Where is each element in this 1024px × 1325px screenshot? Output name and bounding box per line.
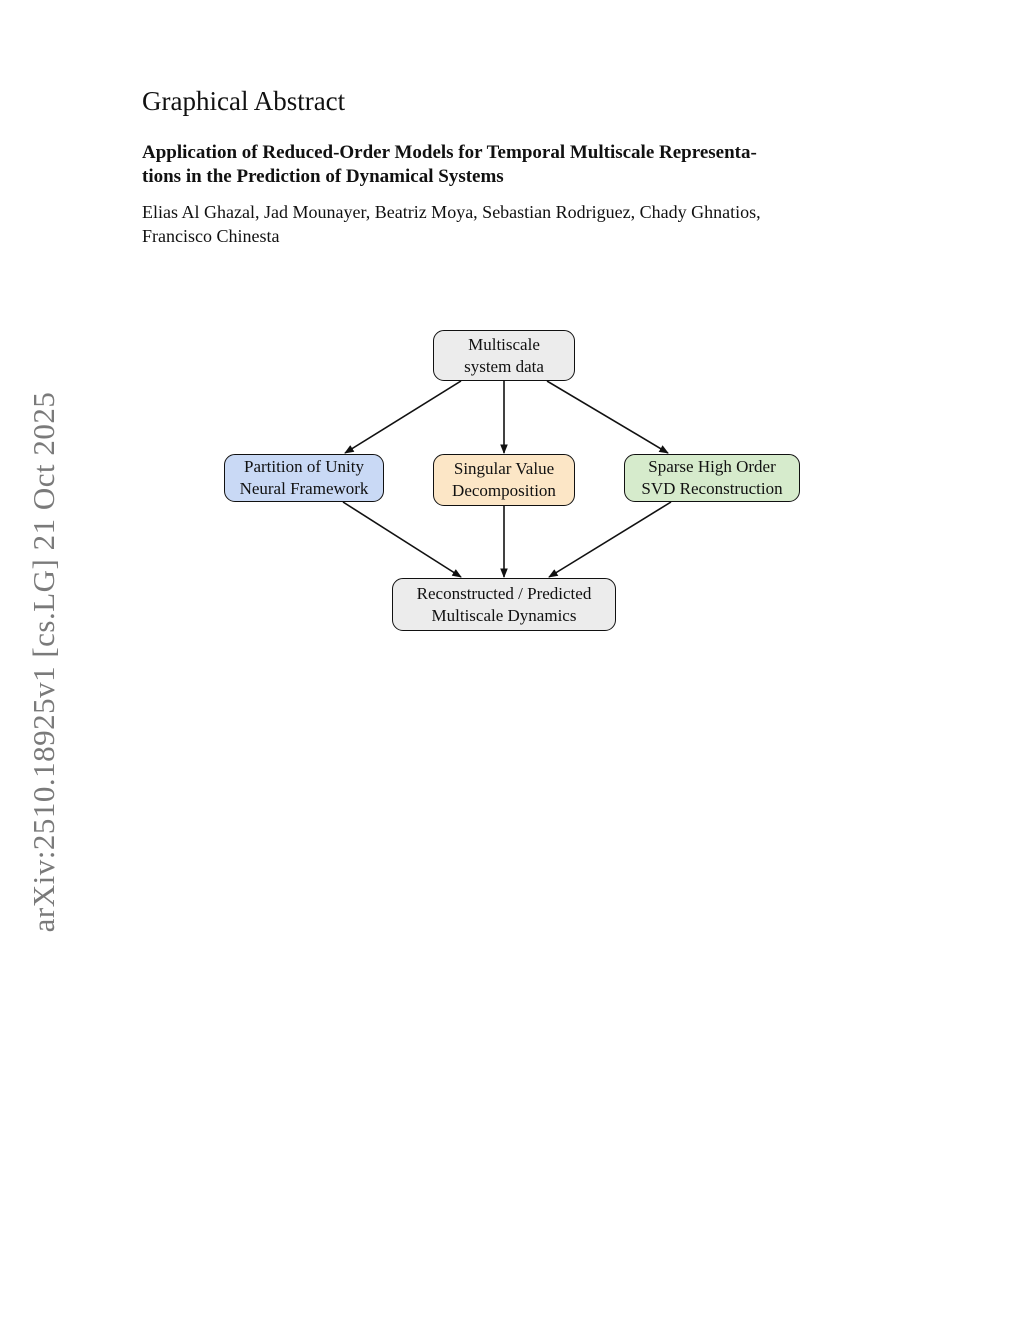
node-partition-of-unity bbox=[224, 454, 384, 502]
node-sparse-hosvd bbox=[624, 454, 800, 502]
node-singular-value-decomposition bbox=[433, 454, 575, 506]
author-line: Francisco Chinesta bbox=[142, 226, 280, 246]
node-label: Decomposition bbox=[452, 481, 556, 500]
arrow-input-to-hosvd bbox=[547, 381, 668, 453]
node-label: system data bbox=[464, 356, 544, 376]
node-label: Singular Value bbox=[453, 459, 555, 478]
paper-title-line: tions in the Prediction of Dynamical Systems bbox=[142, 166, 504, 187]
arrow-pun-to-output bbox=[343, 502, 461, 577]
node-label: Multiscale bbox=[468, 334, 540, 354]
node-multiscale-system-data bbox=[433, 330, 575, 381]
node-reconstructed-dynamics bbox=[392, 578, 616, 631]
node-label: Sparse High Order bbox=[648, 457, 776, 476]
node-label: Reconstructed / Predicted bbox=[416, 583, 592, 603]
node-label: SVD Reconstruction bbox=[641, 479, 783, 498]
author-line: Elias Al Ghazal, Jad Mounayer, Beatriz Moya, Sebastian Rodriguez, Chady Ghnatios, bbox=[142, 202, 761, 222]
arrow-input-to-pun bbox=[345, 381, 461, 453]
section-heading: Graphical Abstract bbox=[142, 86, 346, 116]
arrow-hosvd-to-output bbox=[549, 502, 671, 577]
node-label: Multiscale Dynamics bbox=[431, 605, 577, 625]
arxiv-identifier: arXiv:2510.18925v1 [cs.LG] 21 Oct 2025 bbox=[26, 391, 61, 933]
node-label: Neural Framework bbox=[239, 479, 369, 498]
node-label: Partition of Unity bbox=[244, 457, 364, 476]
paper-title-line: Application of Reduced-Order Models for Temporal Multiscale Representa- bbox=[142, 142, 757, 163]
